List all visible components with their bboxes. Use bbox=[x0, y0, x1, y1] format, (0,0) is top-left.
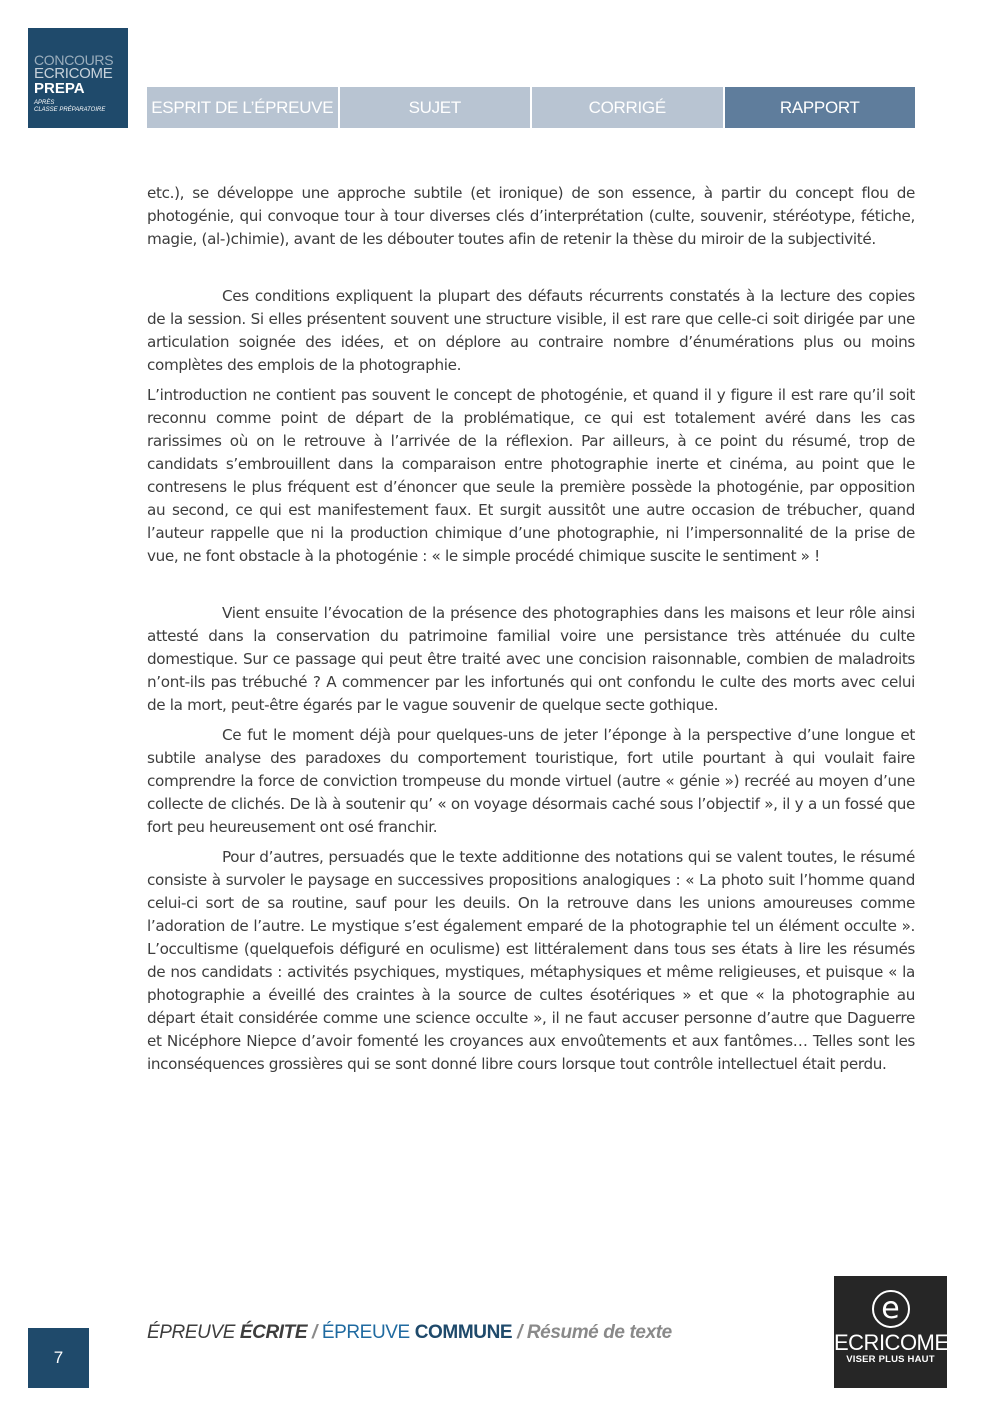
paragraph: Ce fut le moment déjà pour quelques-uns de jeter l’éponge à la perspective d’une longue et subtile analyse des paradoxes du comportement touristique, fort utile pourtant à qui voulait faire comprendre la force de conviction trompeuse du monde virtuel (autre « génie ») recréé au moyen d’une collecte de clichés. De là à soutenir qu’ « on voyage désormais caché sous l’objectif », il y a un fossé que fort peu heureusement ont osé franchir. bbox=[147, 726, 915, 836]
brand-tagline: VISER PLUS HAUT bbox=[846, 1354, 935, 1365]
footer-epreuve-label-2: ÉPREUVE bbox=[321, 1322, 415, 1343]
footer-ecrite-label: ÉCRITE bbox=[239, 1322, 308, 1343]
paragraph: L’introduction ne contient pas souvent le concept de photogénie, et quand il y figure il est rare qu’il soit reconnu comme point de départ de la problématique, ce qui est totalement avéré dans les cas rarissimes où on le retrouve à l’arrivée de la réflexion. Par ailleurs, à ce point du résumé, trop de candidats s’embrouillent dans la comparaison entre photographie inerte et cinéma, au point que le contresens le plus fréquent est d’énoncer que seule la première possède la photogénie, par opposition au second, ce qui est manifestement faux. Et surgit aussitôt une autre occasion de trébucher, quand l’auteur rappelle que ni la production chimique d’une photographie, ni l’impersonnalité de la prise de vue, ne font obstacle à la photogénie : « le simple procédé chimique suscite le sentiment » ! bbox=[147, 386, 915, 565]
report-body bbox=[147, 182, 915, 1076]
tab-rapport[interactable]: RAPPORT bbox=[725, 87, 916, 128]
footer-epreuve-label: ÉPREUVE bbox=[147, 1322, 240, 1343]
footer-separator: / bbox=[512, 1322, 527, 1343]
logo-line-concours: CONCOURS bbox=[34, 52, 114, 68]
paragraph: Ces conditions expliquent la plupart des défauts récurrents constatés à la lecture des copies de la session. Si elles présentent souvent une structure visible, il est rare que celle-ci soit dirigée par une articulation soignée des idées, et on déplore au contraire nombre d’énumérations plus ou moins complètes des emplois de la photographie. bbox=[147, 287, 915, 374]
tab-corrige[interactable]: CORRIGÉ bbox=[532, 87, 723, 128]
section-tabs bbox=[147, 87, 915, 128]
tab-esprit-epreuve[interactable]: ESPRIT DE L’ÉPREUVE bbox=[147, 87, 338, 128]
footer-separator: / bbox=[307, 1322, 322, 1343]
footer-subject-label: Résumé de texte bbox=[526, 1322, 672, 1343]
ecricome-e-icon: e bbox=[872, 1290, 910, 1328]
footer-title bbox=[147, 1322, 672, 1344]
logo-line-ecricome: ECRICOME bbox=[34, 65, 113, 82]
logo-line-classe: CLASSE PRÉPARATOIRE bbox=[34, 107, 106, 113]
tab-sujet[interactable]: SUJET bbox=[340, 87, 531, 128]
logo-line-prepa: PREPA bbox=[34, 80, 85, 97]
logo-line-apres: APRÈS bbox=[34, 100, 55, 106]
paragraph: Pour d’autres, persuadés que le texte additionne des notations qui se valent toutes, le résumé consiste à survoler le paysage en successives propositions analogiques : « La photo suit l’homme quand celui-ci sort de sa routine, sauf pour les deuils. On la retrouve dans les unions amoureuses comme l’adoration de l’autre. Le mystique s’est également emparé de la photographie tel un élément occulte ». L’occultisme (quelquefois défiguré en oculisme) est littéralement dans tous ses états à lire les résumés de nos candidats : activités psychiques, mystiques, métaphysiques et même religieuses, et puisque « la photographie a éveillé des craintes à la source de cultes ésotériques » et que « la photographie au départ était considérée comme une science occulte », il ne faut accuser personne d’autre que Daguerre et Nicéphore Niepce d’avoir fomenté les croyances aux envoûtements et aux fantômes… Telles sont les inconséquences grossières qui se sont donné libre cours lorsque tout contrôle intellectuel était perdu. bbox=[147, 848, 915, 1073]
brand-name: ECRICOME bbox=[834, 1330, 949, 1355]
paragraph: etc.), se développe une approche subtile (et ironique) de son essence, à partir du concept flou de photogénie, qui convoque tour à tour diverses clés d’interprétation (culte, souvenir, stéréotype, fétiche, magie, (al-)chimie), avant de les débouter toutes afin de retenir la thèse du miroir de la subjectivité. bbox=[147, 184, 915, 248]
ecricome-brand-logo bbox=[834, 1276, 947, 1388]
page-number: 7 bbox=[28, 1328, 89, 1388]
footer-commune-label: COMMUNE bbox=[414, 1322, 513, 1343]
logo-subtitle bbox=[34, 100, 128, 114]
paragraph: Vient ensuite l’évocation de la présence des photographies dans les maisons et leur rôle ainsi attesté dans la conservation du patrimoine familial voire une persistance très atténuée du culte domestique. Sur ce passage qui peut être traité avec une concision raisonnable, combien de maladroits n’ont-ils pas trébuché ? A commencer par les infortunés qui ont confondu le culte des morts avec celui de la mort, peut-être égarés par le vague souvenir de quelque secte gothique. bbox=[147, 604, 915, 714]
concours-logo bbox=[28, 28, 128, 128]
